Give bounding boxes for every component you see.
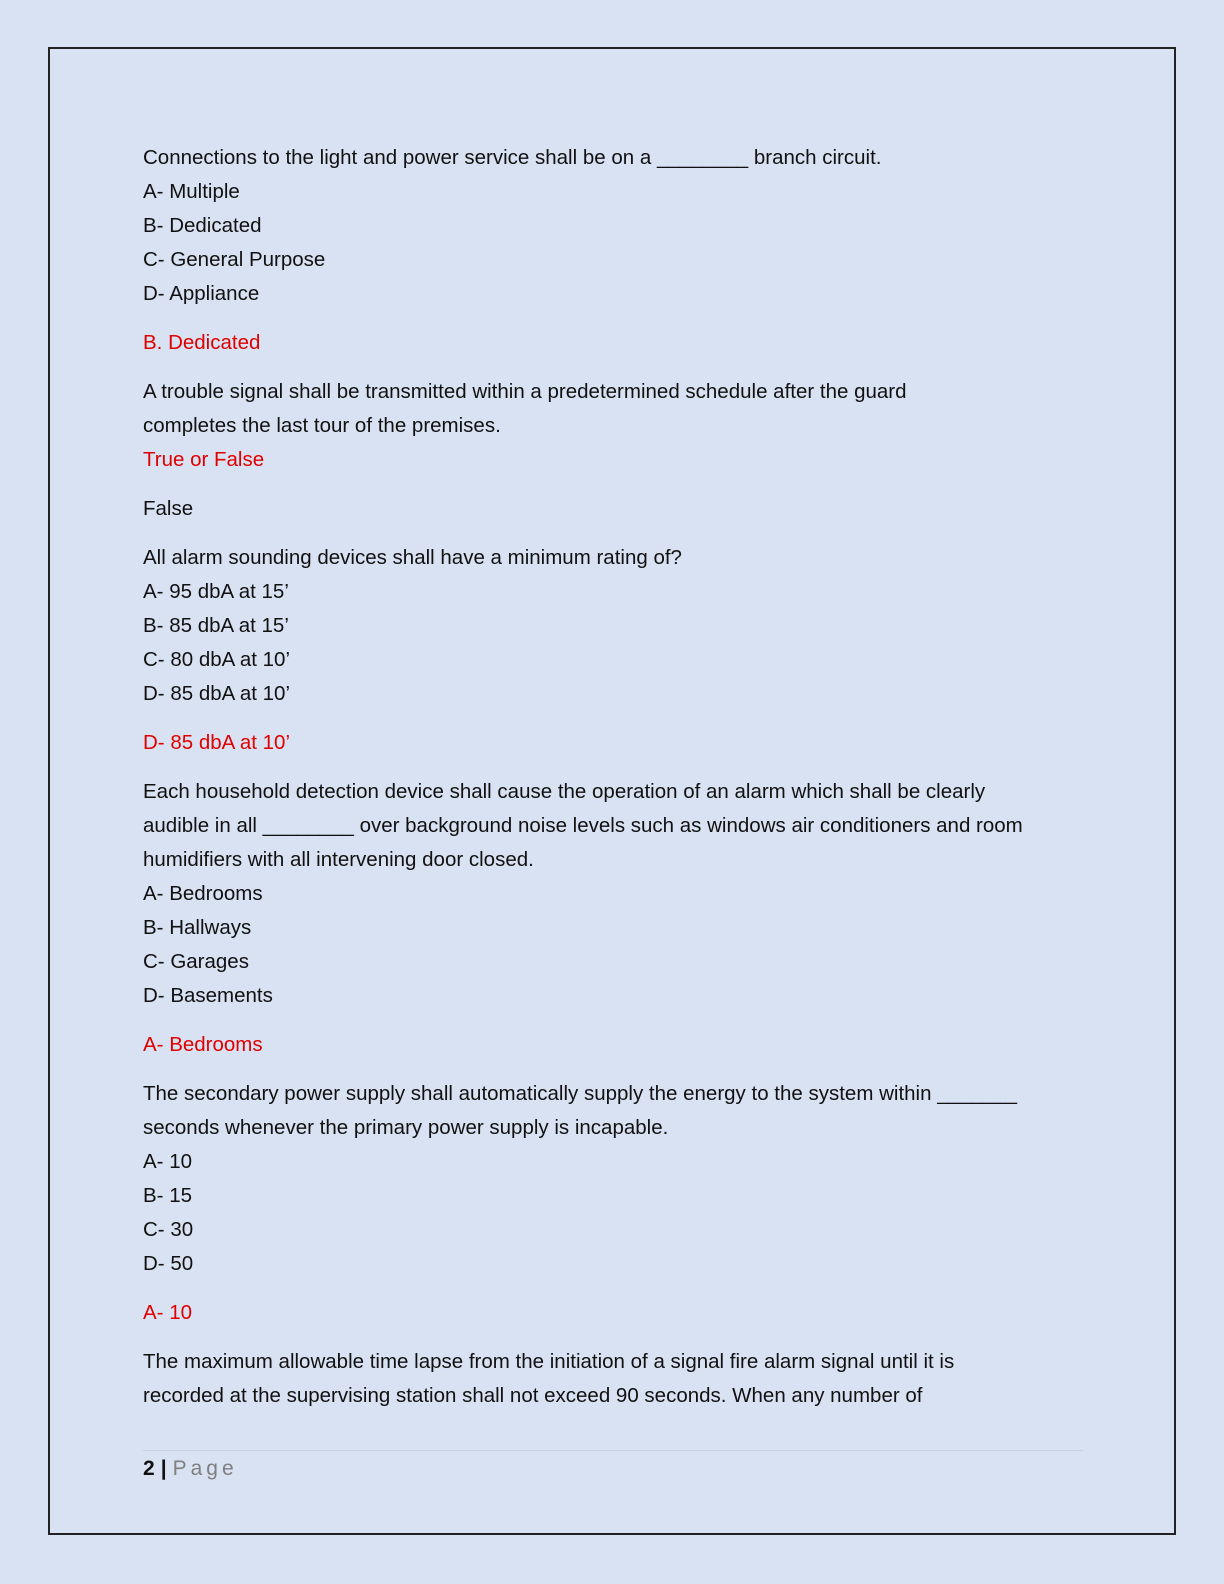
- option-b: B- Dedicated: [143, 214, 262, 237]
- option-d: D- 50: [143, 1252, 194, 1275]
- option-d: D- Basements: [143, 984, 273, 1007]
- question-stem: Connections to the light and power service shall be on a ________ branch circuit.: [143, 146, 882, 169]
- page-label: Page: [172, 1457, 238, 1480]
- question-stem: All alarm sounding devices shall have a minimum rating of?: [143, 546, 682, 569]
- question-5: [143, 1077, 1083, 1281]
- option-a: A- Multiple: [143, 180, 240, 203]
- footer-divider: [143, 1450, 1083, 1451]
- question-stem-line-2: seconds whenever the primary power supply is incapable.: [143, 1116, 669, 1139]
- question-1: [143, 141, 1083, 311]
- option-c: C- 80 dbA at 10’: [143, 648, 291, 671]
- question-stem-line-2: recorded at the supervising station shall not exceed 90 seconds. When any number of: [143, 1384, 923, 1407]
- question-3: [143, 541, 1083, 711]
- answer-4: A- Bedrooms: [143, 1033, 263, 1056]
- question-stem-line-1: Each household detection device shall cause the operation of an alarm which shall be clearly: [143, 780, 986, 803]
- question-stem-line-2: audible in all ________ over background noise levels such as windows air conditioners and room: [143, 814, 1023, 837]
- question-6: [143, 1345, 1083, 1413]
- page-footer: [143, 1454, 238, 1484]
- option-c: C- 30: [143, 1218, 194, 1241]
- option-d: D- 85 dbA at 10’: [143, 682, 291, 705]
- question-stem-line-1: A trouble signal shall be transmitted within a predetermined schedule after the guard: [143, 380, 907, 403]
- answer-3: D- 85 dbA at 10’: [143, 731, 291, 754]
- answer-2: False: [143, 497, 194, 520]
- question-2: [143, 375, 1083, 443]
- option-b: B- 15: [143, 1184, 192, 1207]
- option-a: A- 10: [143, 1150, 192, 1173]
- footer-separator: |: [160, 1457, 167, 1480]
- option-d: D- Appliance: [143, 282, 260, 305]
- question-stem-line-2: completes the last tour of the premises.: [143, 414, 501, 437]
- answer-1: B. Dedicated: [143, 331, 261, 354]
- option-b: B- 85 dbA at 15’: [143, 614, 289, 637]
- question-stem-line-3: humidifiers with all intervening door closed.: [143, 848, 534, 871]
- option-c: C- General Purpose: [143, 248, 326, 271]
- question-stem-line-1: The maximum allowable time lapse from the initiation of a signal fire alarm signal until it is: [143, 1350, 955, 1373]
- question-stem-line-1: The secondary power supply shall automatically supply the energy to the system within _______: [143, 1082, 1018, 1105]
- page-number: 2: [143, 1457, 155, 1480]
- option-a: A- 95 dbA at 15’: [143, 580, 289, 603]
- option-c: C- Garages: [143, 950, 249, 973]
- answer-5: A- 10: [143, 1301, 192, 1324]
- document-body: [143, 141, 1083, 1428]
- question-4: [143, 775, 1083, 1013]
- option-b: B- Hallways: [143, 916, 252, 939]
- option-a: A- Bedrooms: [143, 882, 263, 905]
- true-false-prompt: True or False: [143, 448, 265, 471]
